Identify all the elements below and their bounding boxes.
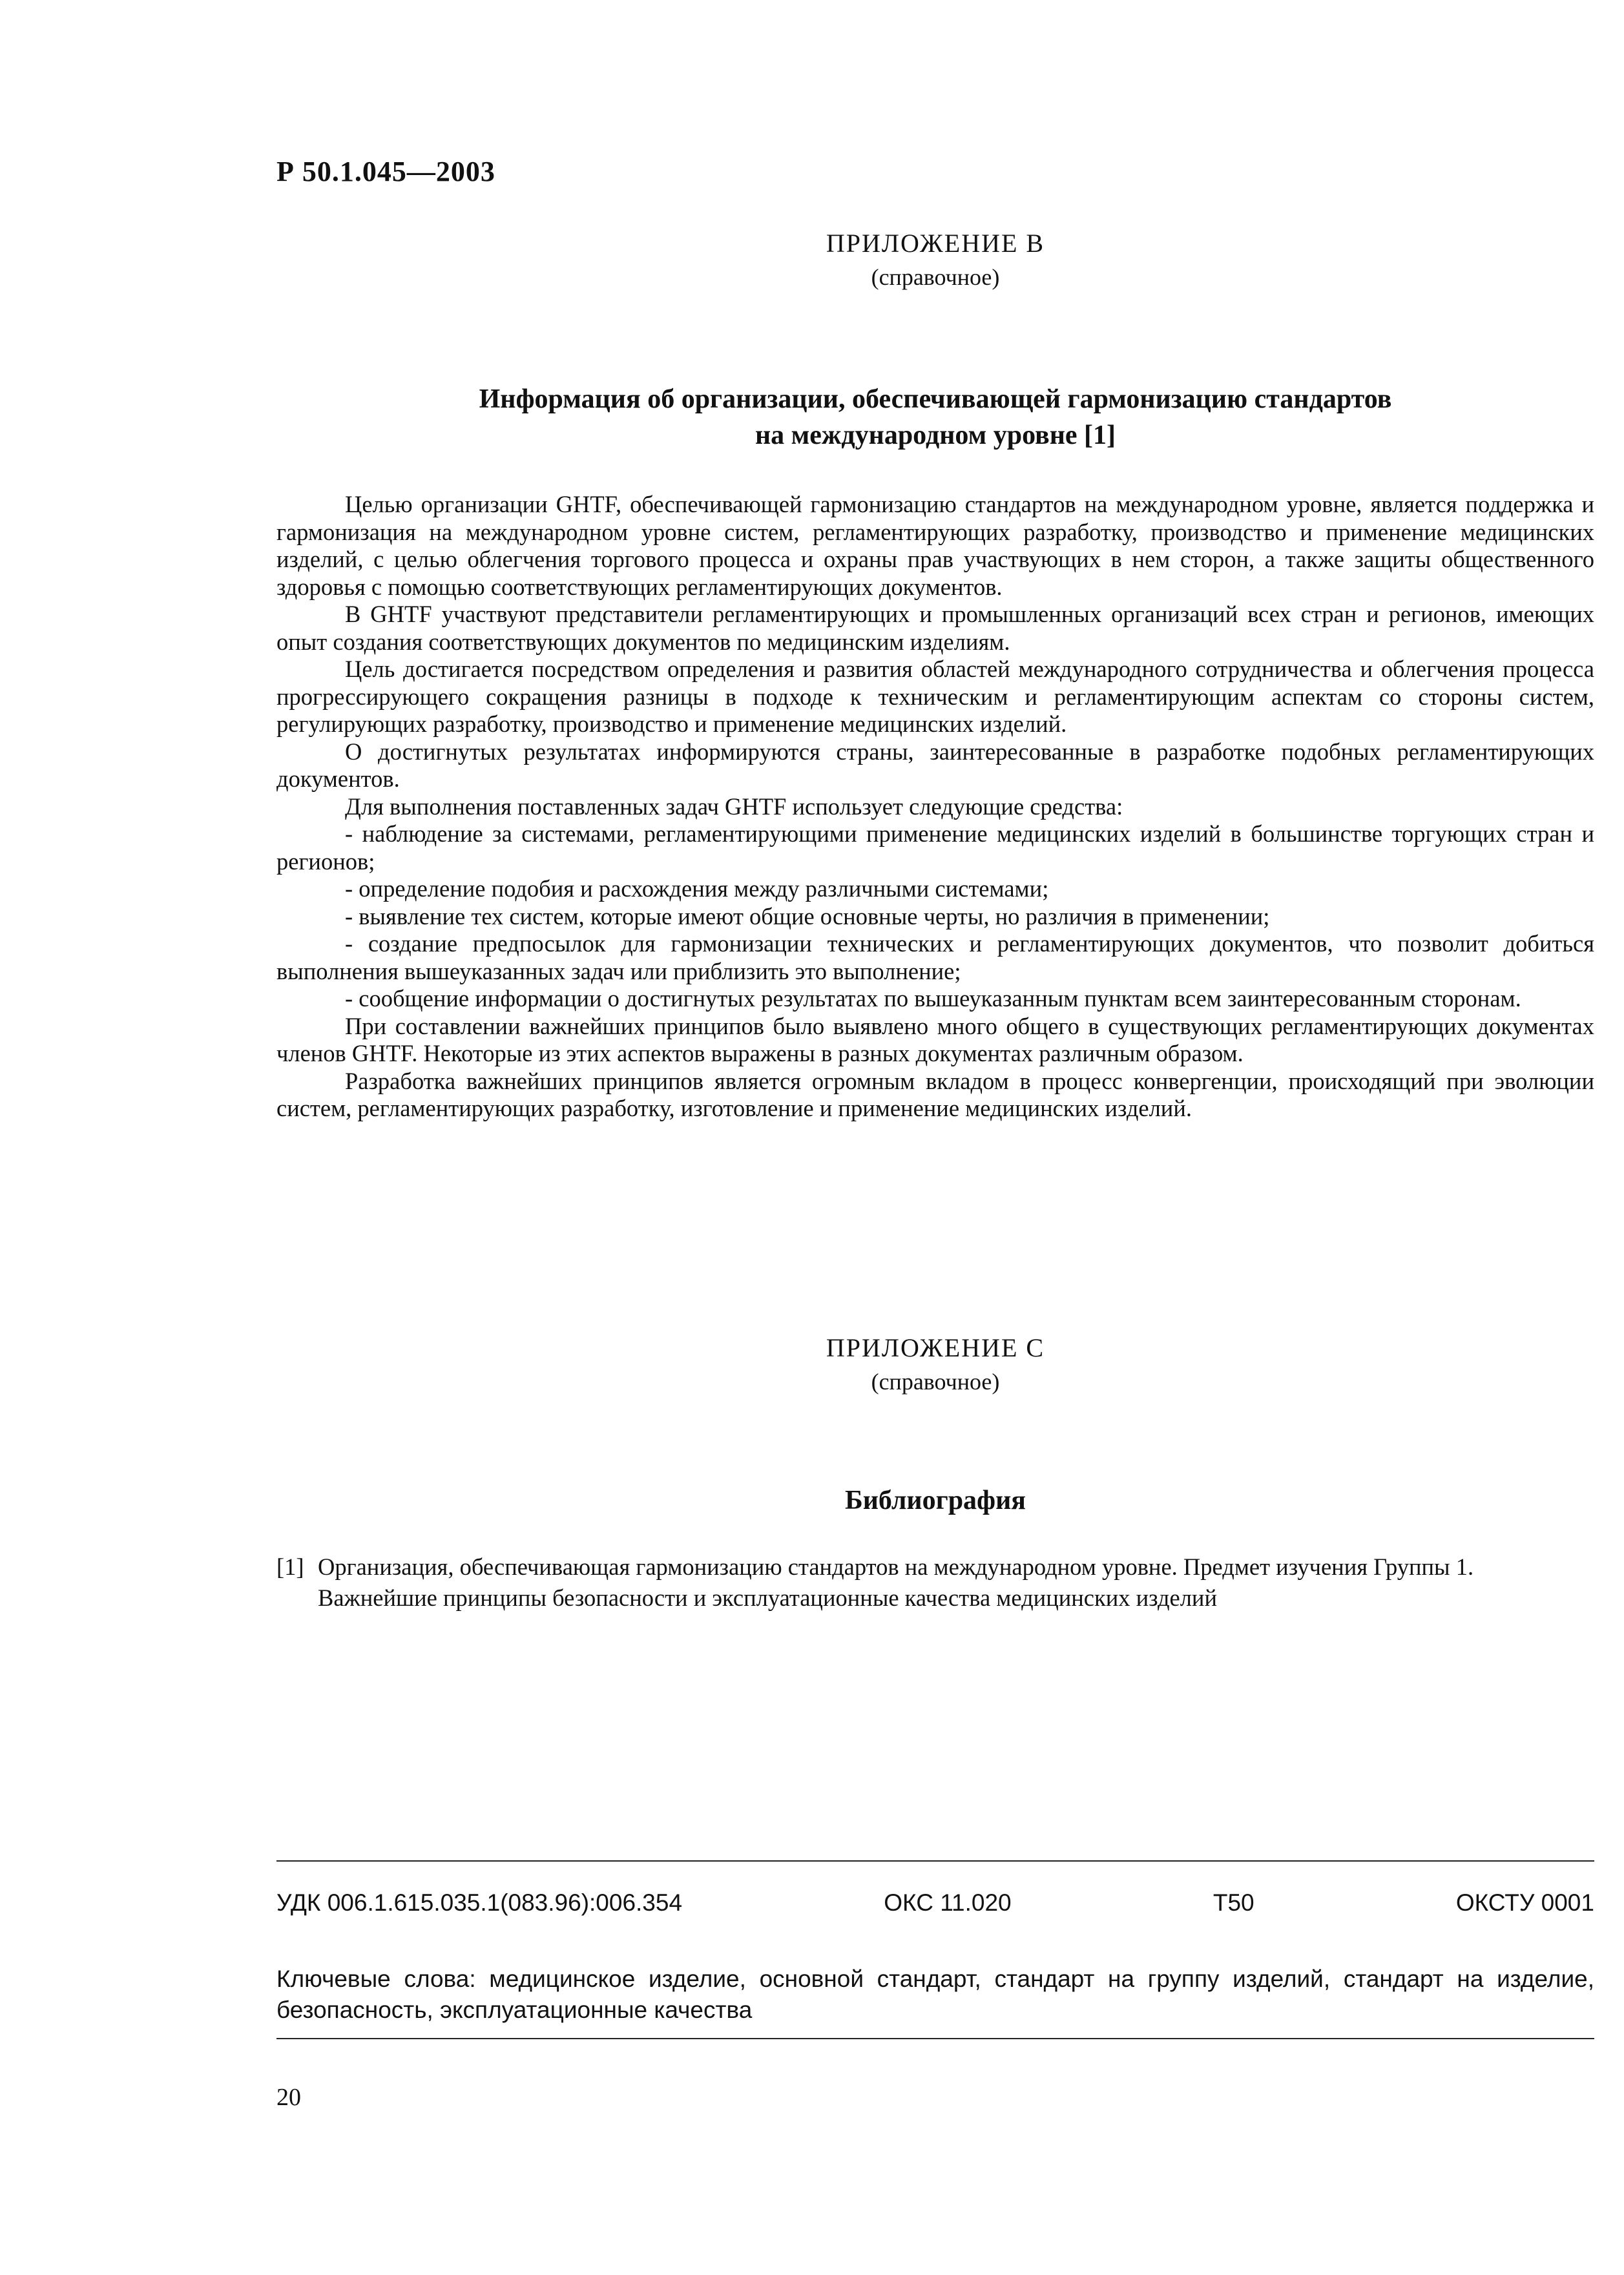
paragraph: В GHTF участвуют представители регламентирующих и промышленных организаций всех стран и регионов, имеющих опыт создания соответствующих документов по медицинским изделиям. — [276, 601, 1594, 655]
page-number: 20 — [276, 2084, 301, 2111]
appendix-b-heading-line1: Информация об организации, обеспечивающей гармонизацию стандартов — [479, 384, 1392, 414]
document-code: Р 50.1.045—2003 — [276, 156, 495, 187]
appendix-b-body — [276, 491, 1594, 1123]
bibliography-heading: Библиография — [844, 1486, 1026, 1515]
bibliography-item — [276, 1552, 1594, 1614]
list-item: - наблюдение за системами, регламентирующими применение медицинских изделий в большинстве торгующих стран и регионов; — [276, 820, 1594, 875]
appendix-c-header — [276, 1331, 1594, 1398]
list-item: - создание предпосылок для гармонизации технических и регламентирующих документов, что позволит добиться выполнения вышеуказанных задач или приблизить это выполнение; — [276, 930, 1594, 984]
appendix-b-heading-line2: на международном уровне [1] — [755, 421, 1116, 450]
paragraph: Разработка важнейших принципов является огромным вкладом в процесс конвергенции, происходящий при эволюции систем, регламентирующих разработку, изготовление и применение медицинских изделий. — [276, 1067, 1594, 1121]
bibliography-list — [276, 1552, 1594, 1614]
t-code: Т50 — [1213, 1889, 1254, 1916]
list-item: - выявление тех систем, которые имеют общие основные черты, но различия в применении; — [345, 902, 1270, 930]
appendix-b-title: ПРИЛОЖЕНИЕ В — [826, 229, 1045, 258]
paragraph: О достигнутых результатах информируются страны, заинтересованные в разработке подобных регламентирующих документов. — [276, 738, 1594, 792]
oks-code: ОКС 11.020 — [884, 1889, 1012, 1916]
bibliography-item-number: [1] — [276, 1553, 304, 1580]
paragraph: При составлении важнейших принципов было выявлено много общего в существующих регламентирующих документах членов GHTF. Некоторые из этих аспектов выражены в разных документах различным образом. — [276, 1012, 1594, 1066]
okstu-code: ОКСТУ 0001 — [1455, 1889, 1594, 1916]
paragraph: Целью организации GHTF, обеспечивающей гармонизацию стандартов на международном уровне, является поддержка и гармонизация на международном уровне систем, регламентирующих разработку, производство и применение медицинских изделий, с целью облегчения торгового процесса и охраны прав участвующих в нем сторон, а также защиты общественного здоровья с помощью соответствующих регламентирующих документов. — [276, 491, 1594, 600]
udk-code: УДК 006.1.615.035.1(083.96):006.354 — [276, 1889, 683, 1916]
footer-top-rule — [276, 1860, 1594, 1862]
appendix-c-title: ПРИЛОЖЕНИЕ С — [826, 1333, 1045, 1362]
paragraph: Цель достигается посредством определения и развития областей международного сотрудничества и облегчения процесса прогрессирующего сокращения разницы в подходе к техническим и регламентирующим аспектам со стороны систем, регулирующих разработку, производство и применение медицинских изделий. — [276, 656, 1594, 737]
appendix-b-header — [276, 226, 1594, 293]
appendix-c-subtitle: (справочное) — [871, 1369, 1000, 1395]
keywords: Ключевые слова: медицинское изделие, основной стандарт, стандарт на группу изделий, стандарт на изделие, безопасность, эксплуатационные качества — [276, 1966, 1594, 2023]
classification-codes — [276, 1889, 1594, 1917]
paragraph: Для выполнения поставленных задач GHTF использует следующие средства: — [345, 793, 1123, 820]
list-item: - сообщение информации о достигнутых результатах по вышеуказанным пунктам всем заинтересованным сторонам. — [345, 985, 1521, 1012]
bibliography-heading-block — [276, 1482, 1594, 1519]
footer-bottom-rule — [276, 2038, 1594, 2039]
list-item: - определение подобия и расхождения между различными системами; — [345, 875, 1049, 902]
bibliography-item-text: Организация, обеспечивающая гармонизацию стандартов на международном уровне. Предмет изучения Группы 1. Важнейшие принципы безопасности и эксплуатационные качества медицинских изделий — [318, 1553, 1474, 1611]
appendix-b-subtitle: (справочное) — [871, 264, 1000, 290]
appendix-b-heading — [276, 381, 1594, 453]
